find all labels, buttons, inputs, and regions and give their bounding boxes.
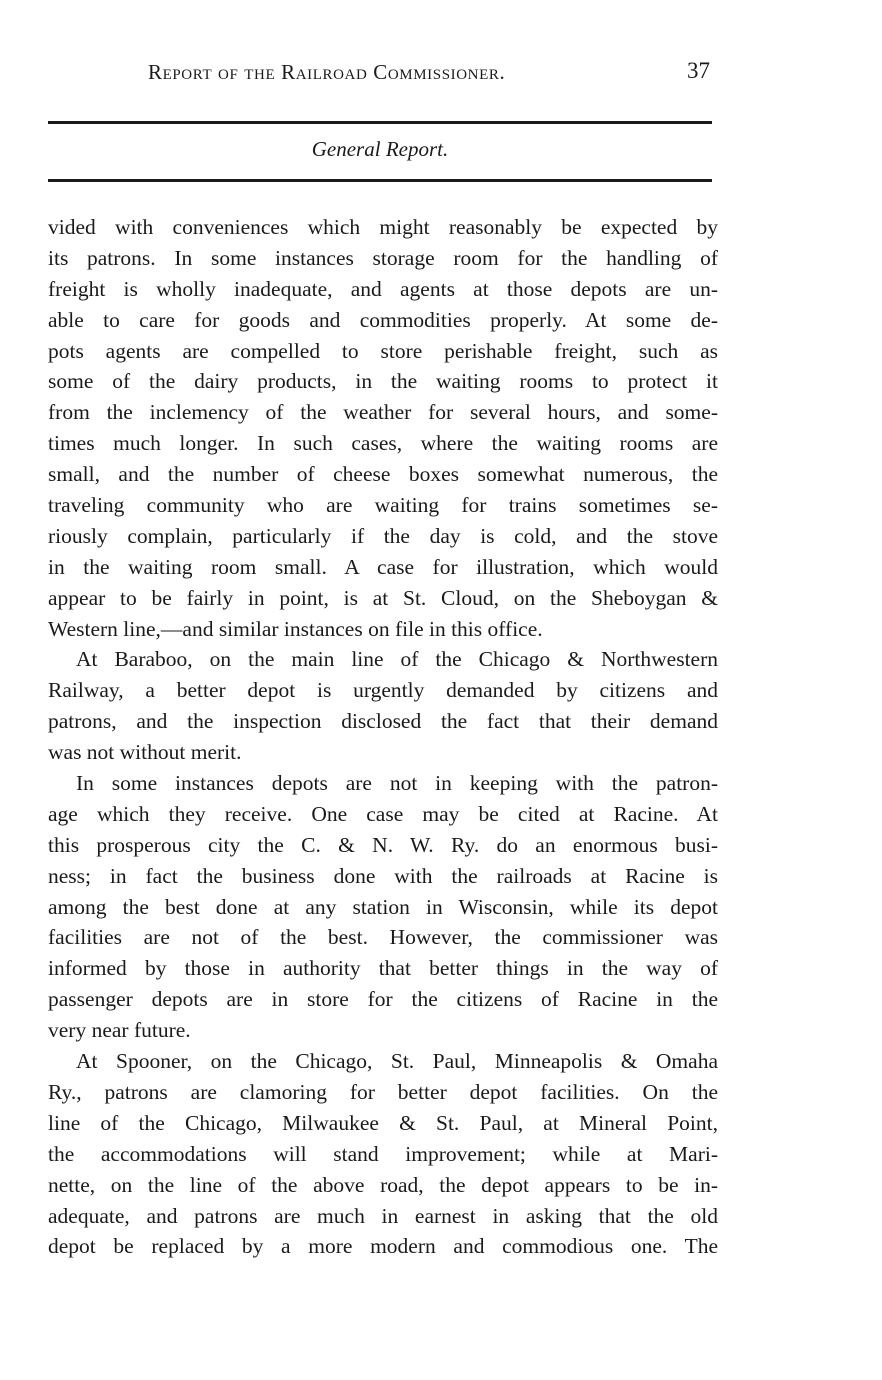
text-line: times much longer. In such cases, where the waiting rooms are bbox=[48, 431, 718, 456]
text-line: ness; in fact the business done with the railroads at Racine is bbox=[48, 863, 718, 888]
text-line: very near future. bbox=[48, 1018, 191, 1043]
running-title: Report of the Railroad Commissioner. bbox=[148, 60, 506, 84]
body-text bbox=[48, 212, 718, 1262]
page-number: 37 bbox=[687, 58, 710, 83]
text-line: nette, on the line of the above road, the depot appears to be in- bbox=[48, 1172, 718, 1197]
text-line: this prosperous city the C. & N. W. Ry. do an enormous busi- bbox=[48, 832, 718, 857]
text-line: informed by those in authority that better things in the way of bbox=[48, 956, 718, 981]
text-line: traveling community who are waiting for trains sometimes se- bbox=[48, 493, 718, 518]
text-line: able to care for goods and commodities properly. At some de- bbox=[48, 307, 718, 332]
text-line: was not without merit. bbox=[48, 740, 242, 765]
text-line: the accommodations will stand improvement; while at Mari- bbox=[48, 1141, 718, 1166]
text-line: Ry., patrons are clamoring for better depot facilities. On the bbox=[48, 1079, 718, 1104]
text-line: among the best done at any station in Wisconsin, while its depot bbox=[48, 894, 718, 919]
text-line: freight is wholly inadequate, and agents at those depots are un- bbox=[48, 276, 718, 301]
text-line: appear to be fairly in point, is at St. Cloud, on the Sheboygan & bbox=[48, 585, 718, 610]
text-line: age which they receive. One case may be cited at Racine. At bbox=[48, 801, 718, 826]
text-line: depot be replaced by a more modern and commodious one. The bbox=[48, 1234, 718, 1259]
running-header bbox=[48, 58, 712, 92]
text-line: line of the Chicago, Milwaukee & St. Paul, at Mineral Point, bbox=[48, 1110, 718, 1135]
header-rule-top bbox=[48, 121, 712, 124]
text-line: At Spooner, on the Chicago, St. Paul, Minneapolis & Omaha bbox=[76, 1049, 718, 1074]
text-line: in the waiting room small. A case for illustration, which would bbox=[48, 554, 718, 579]
text-line: vided with conveniences which might reasonably be expected by bbox=[48, 215, 718, 239]
text-line: pots agents are compelled to store perishable freight, such as bbox=[48, 338, 718, 363]
text-line: Railway, a better depot is urgently demanded by citizens and bbox=[48, 678, 718, 703]
text-line: riously complain, particularly if the day is cold, and the stove bbox=[48, 523, 718, 548]
text-line: its patrons. In some instances storage room for the handling of bbox=[48, 245, 718, 270]
text-line: patrons, and the inspection disclosed the fact that their demand bbox=[48, 709, 718, 734]
text-line: some of the dairy products, in the waiting rooms to protect it bbox=[48, 369, 718, 394]
text-line: adequate, and patrons are much in earnest in asking that the old bbox=[48, 1203, 718, 1228]
text-line: facilities are not of the best. However, the commissioner was bbox=[48, 925, 718, 950]
text-line: Western line,—and similar instances on file in this office. bbox=[48, 616, 543, 641]
text-line: passenger depots are in store for the citizens of Racine in the bbox=[48, 987, 718, 1012]
header-rule-bottom bbox=[48, 179, 712, 182]
text-line: from the inclemency of the weather for several hours, and some- bbox=[48, 400, 718, 425]
text-line: In some instances depots are not in keeping with the patron- bbox=[76, 771, 718, 796]
text-line: At Baraboo, on the main line of the Chicago & Northwestern bbox=[76, 647, 718, 672]
section-title: General Report. bbox=[311, 137, 449, 161]
text-line: small, and the number of cheese boxes somewhat numerous, the bbox=[48, 462, 718, 487]
